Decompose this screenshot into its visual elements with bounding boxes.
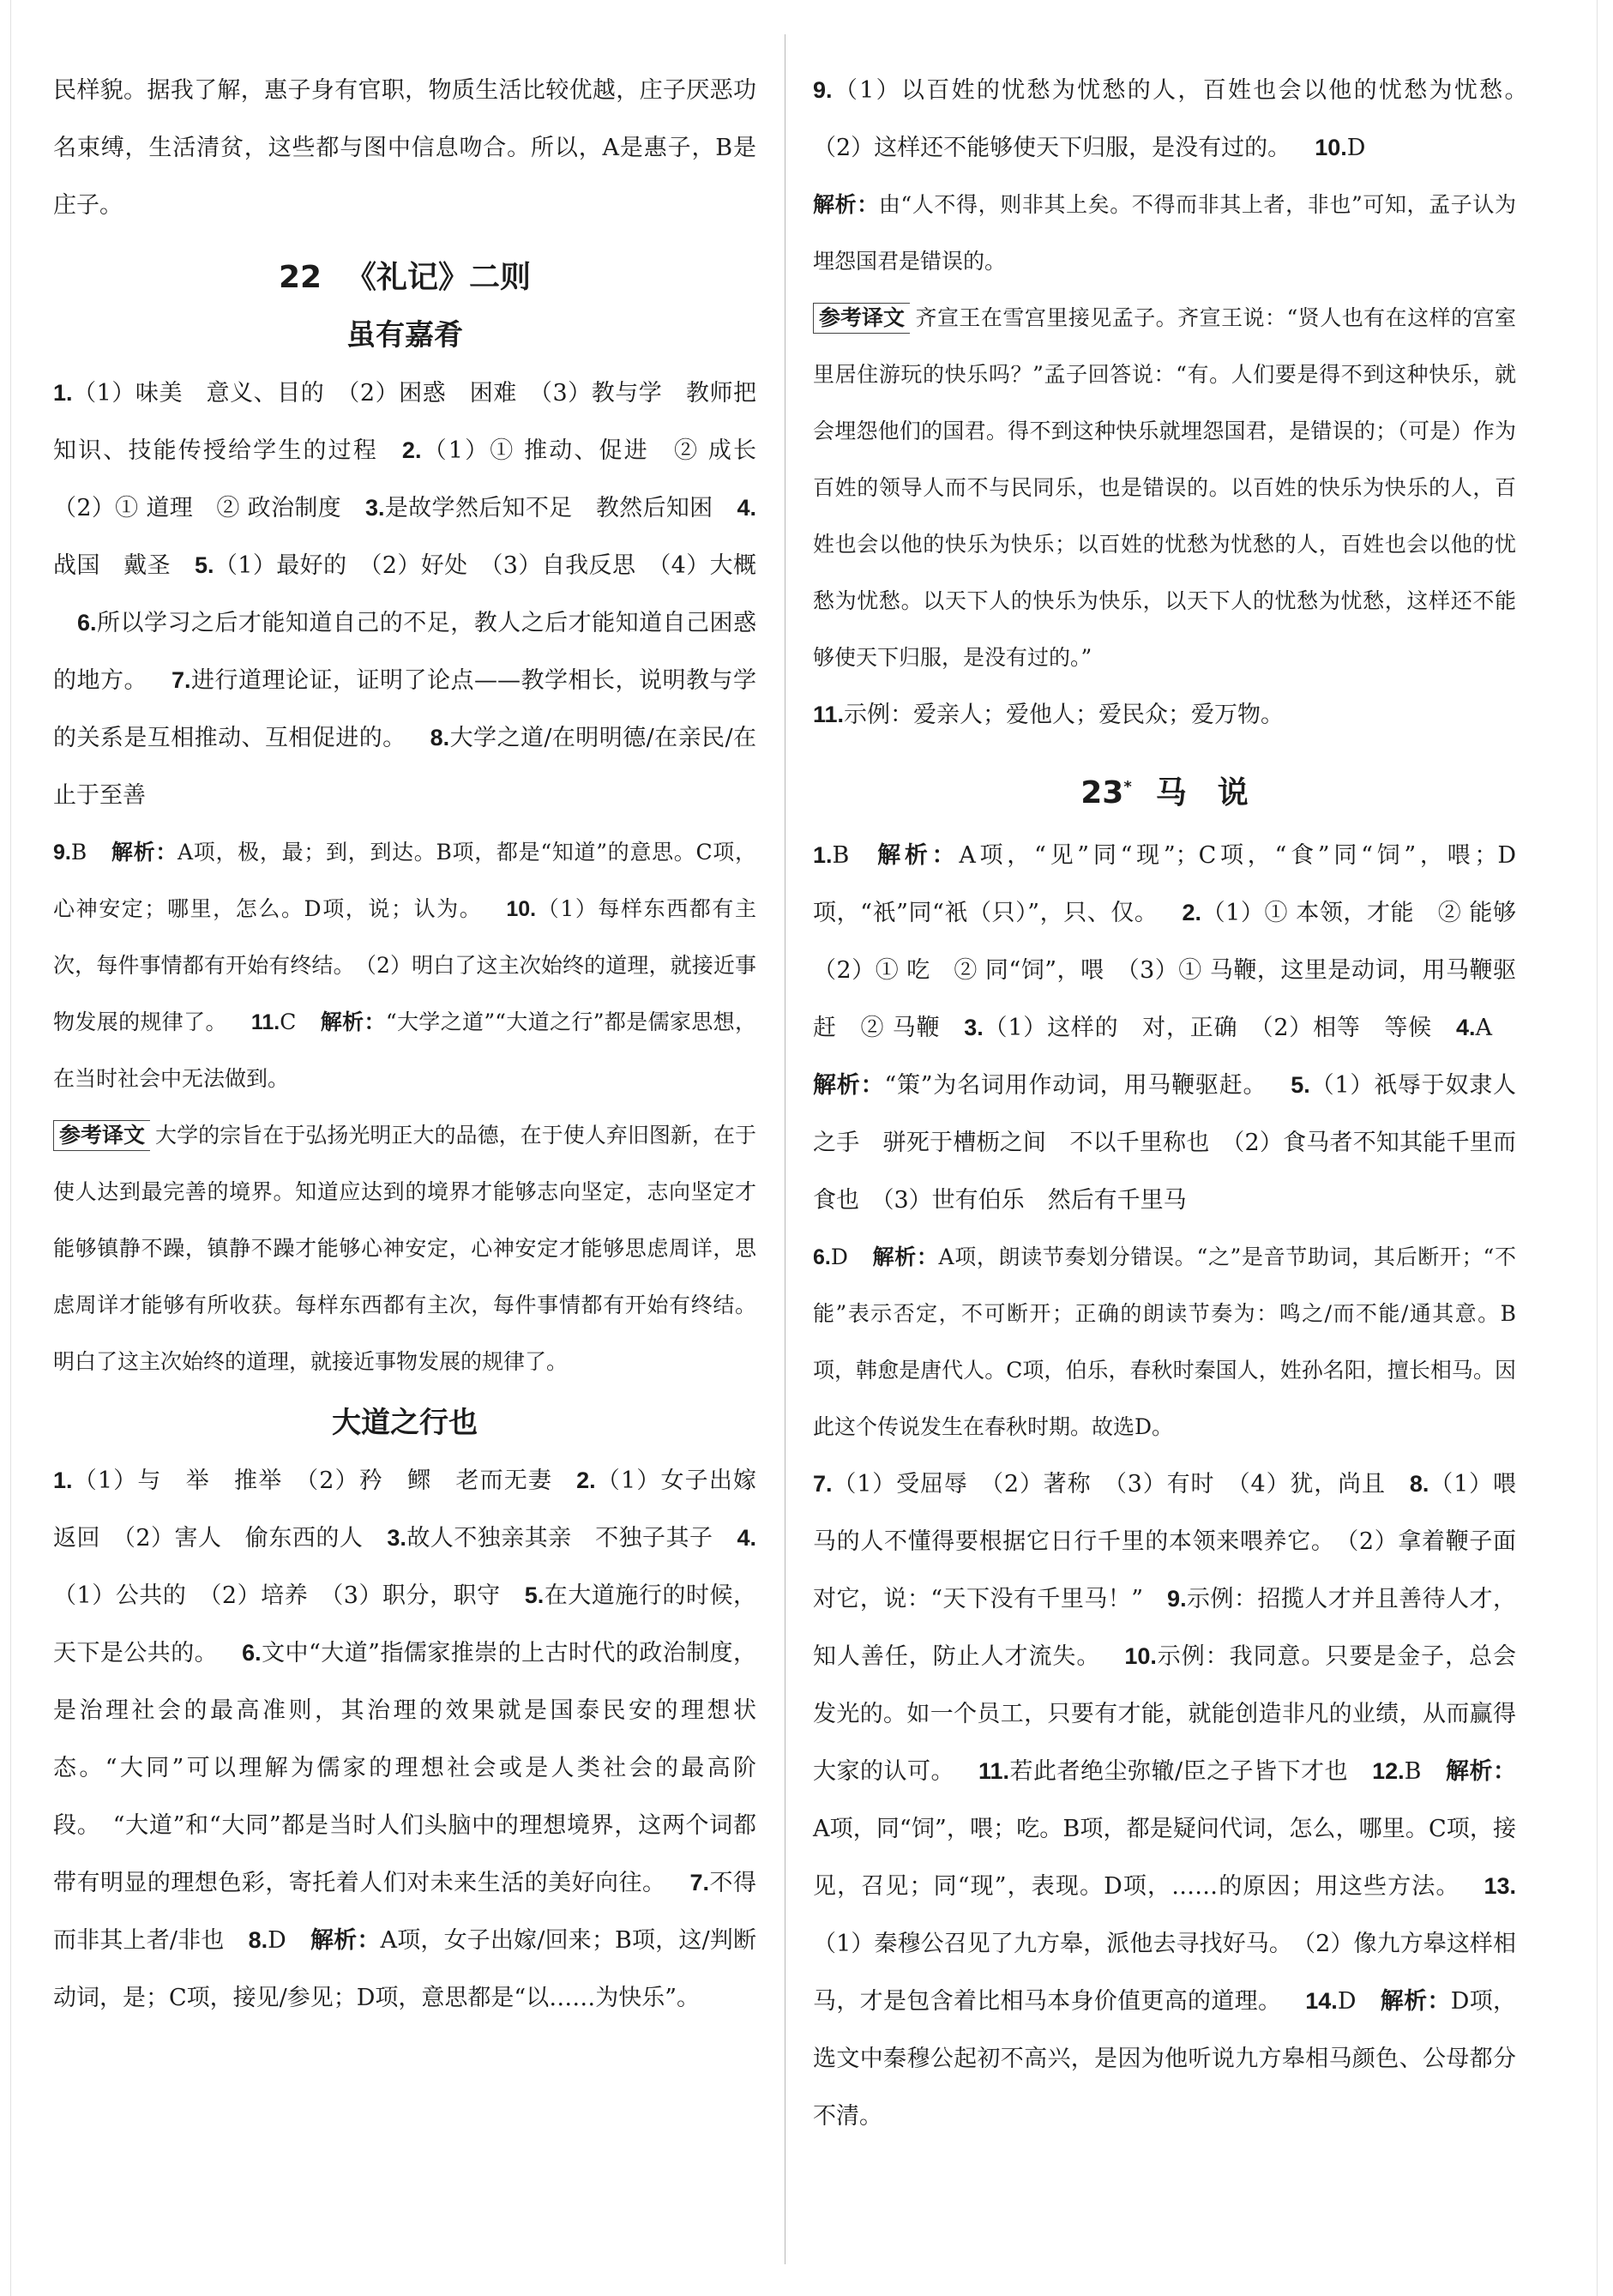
answer-text: （1）与 举 推举 （2）矜 鳏 老而无妻: [72, 1467, 553, 1494]
reference-label: 参考译文: [53, 1120, 150, 1151]
answer-text: （1）受屈辱 （2）著称 （3）有时 （4）犹，尚且: [832, 1471, 1386, 1498]
section-title: 虽有嘉肴: [346, 318, 463, 353]
answer-choice: D: [830, 1244, 848, 1269]
question-number: 6.: [813, 1245, 831, 1269]
answer-block: [53, 1452, 779, 2027]
question-number: 13.: [1484, 1873, 1516, 1899]
analysis-block: [813, 177, 1516, 290]
answer-text: 示例：我同意。只要是金子，总会发光的。如一个员工，只要有才能，就能创造非凡的业绩，从而赢得大家的认可。: [813, 1643, 1516, 1785]
analysis-label: 解析：: [320, 1009, 386, 1034]
question-number: 9.: [53, 841, 71, 865]
answer-block: [813, 1229, 1516, 1455]
optional-star: *: [1123, 778, 1132, 796]
question-number: 10.: [506, 897, 537, 921]
question-number: 5.: [1291, 1072, 1310, 1098]
question-number: 1.: [813, 842, 833, 868]
answer-text: 不得而非其上者/非也: [53, 1870, 757, 1954]
question-number: 14.: [1305, 1988, 1338, 2014]
answer-choice: B: [832, 842, 850, 869]
analysis-text: 由“人不得，则非其上矣。不得而非其上者，非也”可知，孟子认为埋怨国君是错误的。: [813, 192, 1516, 274]
reference-label: 参考译文: [813, 303, 910, 334]
answer-block: [813, 1455, 1516, 2145]
answer-choice: D: [1346, 135, 1366, 161]
question-number: 7.: [172, 667, 191, 693]
answer-text: 所以学习之后才能知道自己的不足，教人之后才能知道自己困惑的地方。: [53, 610, 756, 694]
answer-text: （1）这样的 对，正确 （2）相等 等候: [983, 1015, 1432, 1041]
page-edge-left: [10, 0, 11, 2296]
question-number: 2.: [576, 1467, 596, 1493]
question-number: 3.: [387, 1525, 406, 1551]
answer-text: （1）秦穆公召见了九方皋，派他去寻找好马。 （2）像九方皋这样相马，才是包含着比相马本身价值更高的道理。: [813, 1931, 1516, 2015]
question-number: 7.: [813, 1471, 833, 1497]
answer-choice: D: [268, 1927, 286, 1954]
analysis-label: 解析：: [1445, 1758, 1517, 1785]
analysis-text: “大学之道”“大道之行”都是儒家思想，在当时社会中无法做到。: [53, 1009, 756, 1091]
question-number: 4.: [737, 1525, 756, 1551]
analysis-label: 解析：: [813, 192, 879, 217]
answer-text: 故人不独亲其亲 不独子其子: [406, 1525, 713, 1552]
lesson-22-heading: [53, 253, 756, 303]
analysis-label: 解析：: [873, 842, 960, 869]
question-number: 1.: [53, 1467, 73, 1493]
question-number: 5.: [194, 552, 214, 578]
answer-text: （1）女子出嫁 返回 （2）害人 偷东西的人: [53, 1467, 779, 1552]
question-number: 4.: [1455, 1015, 1476, 1040]
question-number: 8.: [248, 1927, 268, 1953]
reference-translation: [53, 1107, 756, 1390]
question-number: 5.: [524, 1582, 545, 1608]
answer-choice: B: [70, 840, 87, 865]
question-number: 10.: [1124, 1643, 1157, 1669]
answer-text: 大学之道/在明明德/在亲民/在止于至善: [53, 725, 757, 809]
analysis-text: A项，“见”同“现”；C项，“食”同“饲”，喂；D项，“祇”同“衹（只）”，只、仅。: [813, 842, 1517, 926]
page-edge-right: [1597, 0, 1598, 2296]
answer-text: 是故学然后知不足 教然后知困: [384, 495, 713, 521]
answer-block: [813, 827, 1540, 1229]
lesson-23-heading: [813, 762, 1516, 818]
question-number: 8.: [1409, 1471, 1429, 1497]
answer-text: 文中“大道”指儒家推崇的上古时代的政治制度，是治理社会的最高准则，其治理的效果就是国泰民安的理想状态。“大同”可以理解为儒家的理想社会或是人类社会的最高阶段。 “大道”和“大同”都是当时人们头脑中的理想境界，这两个词都带有明显的理想色彩，寄托着人们对未来生活的美好向往。: [53, 1640, 757, 1896]
analysis-text: A项，极，最；到，到达。B项，都是“知道”的意思。C项，心神安定；哪里，怎么。D项，说；认为。: [53, 840, 756, 921]
answer-block: [53, 365, 780, 824]
question-number: 7.: [689, 1870, 710, 1895]
question-number: 6.: [242, 1640, 262, 1666]
left-column: [53, 62, 780, 2027]
answer-choice: C: [280, 1009, 297, 1034]
question-number: 3.: [364, 495, 385, 521]
analysis-label: 解析：: [310, 1927, 381, 1954]
answer-block: [813, 62, 1539, 177]
reference-translation: [813, 290, 1516, 686]
answer-text: （1）公共的 （2）培养 （3）职分，职守: [53, 1582, 501, 1609]
answer-text: （1）以百姓的忧愁为忧愁的人，百姓也会以他的忧愁为忧愁。 （2）这样还不能够使天下归服，是没有过的。: [813, 77, 1539, 161]
answer-text: （1）祇辱于奴隶人之手 骈死于槽枥之间 不以千里称也 （2）食马者不知其能千里而食也 （3）世有伯乐 然后有千里马: [813, 1072, 1517, 1214]
analysis-label: 解析：: [111, 840, 178, 865]
right-column: [813, 62, 1540, 2145]
answer-text: 在大道施行的时候，天下是公共的。: [53, 1582, 756, 1666]
question-number: 11.: [250, 1010, 280, 1034]
answer-text: 示例：招揽人才并且善待人才，知人善任，防止人才流失。: [813, 1586, 1517, 1670]
answer-text: （1）喂马的人不懂得要根据它日行千里的本领来喂养它。 （2）拿着鞭子面对它，说：“天下没有千里马！”: [813, 1471, 1516, 1612]
question-number: 9.: [813, 77, 833, 103]
question-number: 11.: [813, 702, 845, 727]
analysis-text: A项，朗读节奏划分错误。“之”是音节助词，其后断开；“不能”表示否定，不可断开；正确的朗读节奏为：鸣之/而不能/通其意。B项，韩愈是唐代人。C项，伯乐，春秋时秦国人，姓孙名阳，擅长相马。因此这个传说发生在春秋时期。故选D。: [813, 1244, 1516, 1439]
lesson-title: 马 说: [1155, 775, 1249, 811]
answer-block: [53, 824, 756, 1107]
question-number: 11.: [978, 1758, 1010, 1784]
answer-text: （1）每样东西都有主次，每件事情都有开始有终结。 （2）明白了这主次始终的道理，就接近事物发展的规律了。: [53, 896, 756, 1034]
lesson-number: 23: [1080, 775, 1124, 811]
answer-text: 示例：爱亲人；爱他人；爱民众；爱万物。: [844, 702, 1285, 728]
reference-text: 大学的宗旨在于弘扬光明正大的品德，在于使人弃旧图新，在于使人达到最完善的境界。知道应达到的境界才能够志向坚定，志向坚定才能够镇静不躁，镇静不躁才能够心神安定，心神安定才能够思虑周详，思虑周详才能够有所收获。每样东西都有主次，每件事情都有开始有终结。明白了这主次始终的道理，就接近事物发展的规律了。: [53, 1123, 756, 1374]
answer-text: （1）味美 意义、目的 （2）困惑 困难 （3）教与学 教师把知识、技能传授给学生的过程: [53, 380, 756, 464]
question-number: 8.: [430, 725, 450, 750]
analysis-text: A项，女子出嫁/回来；B项，这/判断动词，是；C项，接见/参见；D项，意思都是“以……为快乐”。: [53, 1927, 756, 2011]
answer-text: （1）最好的 （2）好处 （3）自我反思 （4）大概: [214, 552, 757, 579]
analysis-text: A项，同“饲”，喂；吃。B项，都是疑问代词，怎么，哪里。C项，接见，召见；同“现”，表现。D项，……的原因；用这些方法。: [813, 1816, 1516, 1900]
answer-choice: D: [1337, 1988, 1357, 2015]
answer-text: 战国 戴圣: [53, 552, 171, 579]
question-number: 10.: [1315, 135, 1347, 160]
answer-block: [813, 686, 1516, 744]
answer-choice: B: [1404, 1758, 1422, 1785]
question-number: 9.: [1167, 1586, 1187, 1612]
answer-text: （1）① 推动、促进 ② 成长 （2）① 道理 ② 政治制度: [53, 437, 780, 521]
lesson-title: 《礼记》二则: [346, 260, 532, 295]
question-number: 2.: [1182, 900, 1202, 925]
reference-text: 齐宣王在雪宫里接见孟子。齐宣王说：“贤人也有在这样的宫室里居住游玩的快乐吗？”孟子回答说：“有。人们要是得不到这种快乐，就会埋怨他们的国君。得不到这种快乐就埋怨国君，是错误的；（可是）作为百姓的领导人而不与民同乐，也是错误的。以百姓的快乐为快乐的人，百姓也会以他的快乐为快乐；以百姓的忧愁为忧愁的人，百姓也会以他的忧愁为忧愁。以天下人的快乐为快乐，以天下人的忧愁为忧愁，这样还不能够使天下归服，是没有过的。”: [813, 305, 1516, 670]
question-number: 6.: [77, 610, 97, 636]
lesson-number: 22: [278, 260, 322, 295]
analysis-text: “策”为名词用作动词，用马鞭驱赶。: [884, 1072, 1267, 1099]
analysis-label: 解析：: [1380, 1988, 1451, 2015]
analysis-text: D项，选文中秦穆公起初不高兴，是因为他听说九方皋相马颜色、公母都分不清。: [813, 1988, 1517, 2130]
section-title: 大道之行也: [332, 1406, 478, 1440]
answer-choice: A: [1475, 1015, 1492, 1041]
question-number: 4.: [737, 495, 757, 521]
question-number: 2.: [401, 437, 422, 463]
question-number: 12.: [1372, 1758, 1405, 1784]
analysis-label: 解析：: [871, 1244, 939, 1269]
question-number: 3.: [964, 1015, 984, 1040]
answer-text: 进行道理论证，证明了论点——教学相长，说明教与学的关系是互相推动、互相促进的。: [53, 667, 757, 751]
analysis-label: 解析：: [813, 1072, 885, 1099]
question-number: 1.: [53, 380, 73, 406]
carryover-paragraph: 民样貌。据我了解，惠子身有官职，物质生活比较优越，庄子厌恶功名束缚，生活清贫，这些都与图中信息吻合。所以，A是惠子，B是庄子。: [53, 77, 756, 219]
answer-text: 若此者绝尘弥辙/臣之子皆下才也: [1009, 1758, 1349, 1785]
answer-text: （1）① 本领，才能 ② 能够 （2）① 吃 ② 同“饲”，喂 （3）① 马鞭，这里是动词，用马鞭驱赶 ② 马鞭: [813, 900, 1540, 1041]
